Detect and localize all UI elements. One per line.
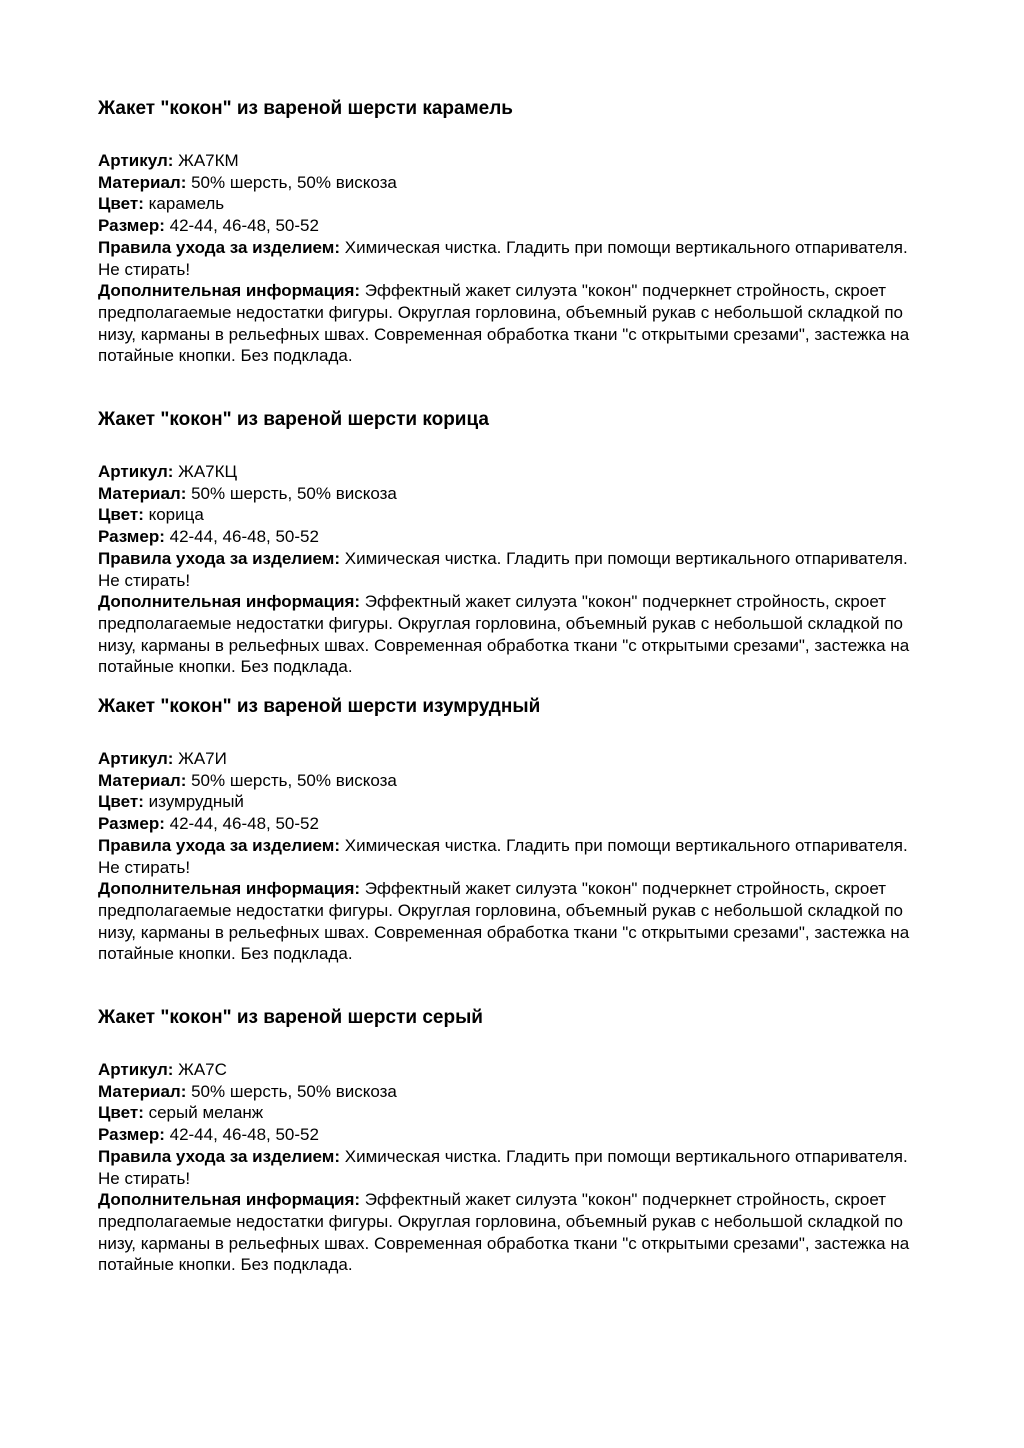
field-value: Химическая чистка. Гладить при помощи вертикального отпаривателя. Не стирать! [98, 237, 908, 279]
field-value: ЖА7КМ [173, 151, 239, 170]
product-fields [98, 1059, 928, 1276]
product-fields [98, 150, 928, 367]
field-label: Размер: [98, 1125, 165, 1145]
field-article [98, 1059, 928, 1081]
field-label: Цвет: [98, 505, 144, 525]
product-title: Жакет "кокон" из вареной шерсти корица [98, 409, 489, 430]
field-additional-info [98, 878, 928, 965]
field-label: Дополнительная информация: [98, 592, 361, 612]
field-care [98, 835, 928, 878]
field-value: Химическая чистка. Гладить при помощи вертикального отпаривателя. Не стирать! [98, 548, 908, 590]
field-care [98, 548, 928, 591]
field-value: 50% шерсть, 50% вискоза [186, 483, 397, 503]
field-additional-info [98, 1189, 928, 1276]
field-label: Цвет: [98, 194, 144, 214]
field-label: Дополнительная информация: [98, 1190, 361, 1210]
field-label: Материал: [98, 770, 187, 790]
product-emerald [98, 696, 928, 965]
field-value: Химическая чистка. Гладить при помощи вертикального отпаривателя. Не стирать! [98, 835, 908, 877]
field-care [98, 237, 928, 280]
field-value: 42-44, 46-48, 50-52 [164, 527, 319, 547]
field-value: 50% шерсть, 50% вискоза [186, 172, 397, 192]
field-label: Размер: [98, 216, 165, 236]
field-label: Материал: [98, 1081, 187, 1101]
field-value: Эффектный жакет силуэта "кокон" подчеркнет стройность, скроет предполагаемые недостатки фигуры. Округлая горловина, объемный рукав с небольшой складкой по низу, карманы в рельефных швах. Современная обработка ткани "с открытыми срезами", застежка на потайные кнопки. Без подклада. [98, 879, 910, 964]
product-title: Жакет "кокон" из вареной шерсти серый [98, 1007, 483, 1028]
field-label: Артикул: [98, 749, 174, 768]
product-caramel [98, 98, 928, 367]
field-label: Цвет: [98, 1103, 144, 1123]
field-color [98, 193, 928, 215]
field-value: карамель [143, 194, 225, 214]
field-article [98, 150, 928, 172]
field-value: Эффектный жакет силуэта "кокон" подчеркнет стройность, скроет предполагаемые недостатки фигуры. Округлая горловина, объемный рукав с небольшой складкой по низу, карманы в рельефных швах. Современная обработка ткани "с открытыми срезами", застежка на потайные кнопки. Без подклада. [98, 1190, 910, 1275]
product-fields [98, 748, 928, 965]
field-article [98, 748, 928, 770]
field-label: Правила ухода за изделием: [98, 1146, 341, 1166]
field-color [98, 504, 928, 526]
field-label: Дополнительная информация: [98, 281, 361, 301]
field-label: Размер: [98, 814, 165, 834]
field-value: 50% шерсть, 50% вискоза [186, 770, 397, 790]
product-fields [98, 461, 928, 678]
field-size [98, 1124, 928, 1146]
field-size [98, 526, 928, 548]
field-size [98, 215, 928, 237]
field-value: Эффектный жакет силуэта "кокон" подчеркнет стройность, скроет предполагаемые недостатки фигуры. Округлая горловина, объемный рукав с небольшой складкой по низу, карманы в рельефных швах. Современная обработка ткани "с открытыми срезами", застежка на потайные кнопки. Без подклада. [98, 592, 910, 677]
field-care [98, 1146, 928, 1189]
field-value: 42-44, 46-48, 50-52 [164, 1125, 319, 1145]
field-material [98, 1081, 928, 1103]
field-additional-info [98, 280, 928, 367]
field-label: Артикул: [98, 151, 174, 170]
field-value: серый меланж [143, 1103, 264, 1123]
field-label: Артикул: [98, 462, 174, 481]
field-material [98, 172, 928, 194]
field-value: Химическая чистка. Гладить при помощи вертикального отпаривателя. Не стирать! [98, 1146, 908, 1188]
field-color [98, 1102, 928, 1124]
field-value: 42-44, 46-48, 50-52 [164, 216, 319, 236]
field-value: Эффектный жакет силуэта "кокон" подчеркнет стройность, скроет предполагаемые недостатки фигуры. Округлая горловина, объемный рукав с небольшой складкой по низу, карманы в рельефных швах. Современная обработка ткани "с открытыми срезами", застежка на потайные кнопки. Без подклада. [98, 281, 910, 366]
field-value: ЖА7КЦ [173, 462, 238, 481]
field-label: Размер: [98, 527, 165, 547]
field-material [98, 483, 928, 505]
field-article [98, 461, 928, 483]
field-label: Цвет: [98, 792, 144, 812]
product-title: Жакет "кокон" из вареной шерсти карамель [98, 98, 513, 119]
field-label: Правила ухода за изделием: [98, 835, 341, 855]
field-value: ЖА7И [173, 749, 227, 768]
product-title: Жакет "кокон" из вареной шерсти изумрудный [98, 696, 541, 717]
field-color [98, 791, 928, 813]
field-value: 42-44, 46-48, 50-52 [164, 814, 319, 834]
field-label: Материал: [98, 483, 187, 503]
field-label: Материал: [98, 172, 187, 192]
field-value: 50% шерсть, 50% вискоза [186, 1081, 397, 1101]
field-value: корица [143, 505, 204, 525]
field-size [98, 813, 928, 835]
product-grey [98, 1007, 928, 1276]
product-cinnamon [98, 409, 928, 678]
field-value: изумрудный [143, 792, 244, 812]
field-label: Правила ухода за изделием: [98, 237, 341, 257]
field-material [98, 770, 928, 792]
field-value: ЖА7С [173, 1060, 227, 1079]
field-label: Дополнительная информация: [98, 879, 361, 899]
field-label: Артикул: [98, 1060, 174, 1079]
field-additional-info [98, 591, 928, 678]
field-label: Правила ухода за изделием: [98, 548, 341, 568]
